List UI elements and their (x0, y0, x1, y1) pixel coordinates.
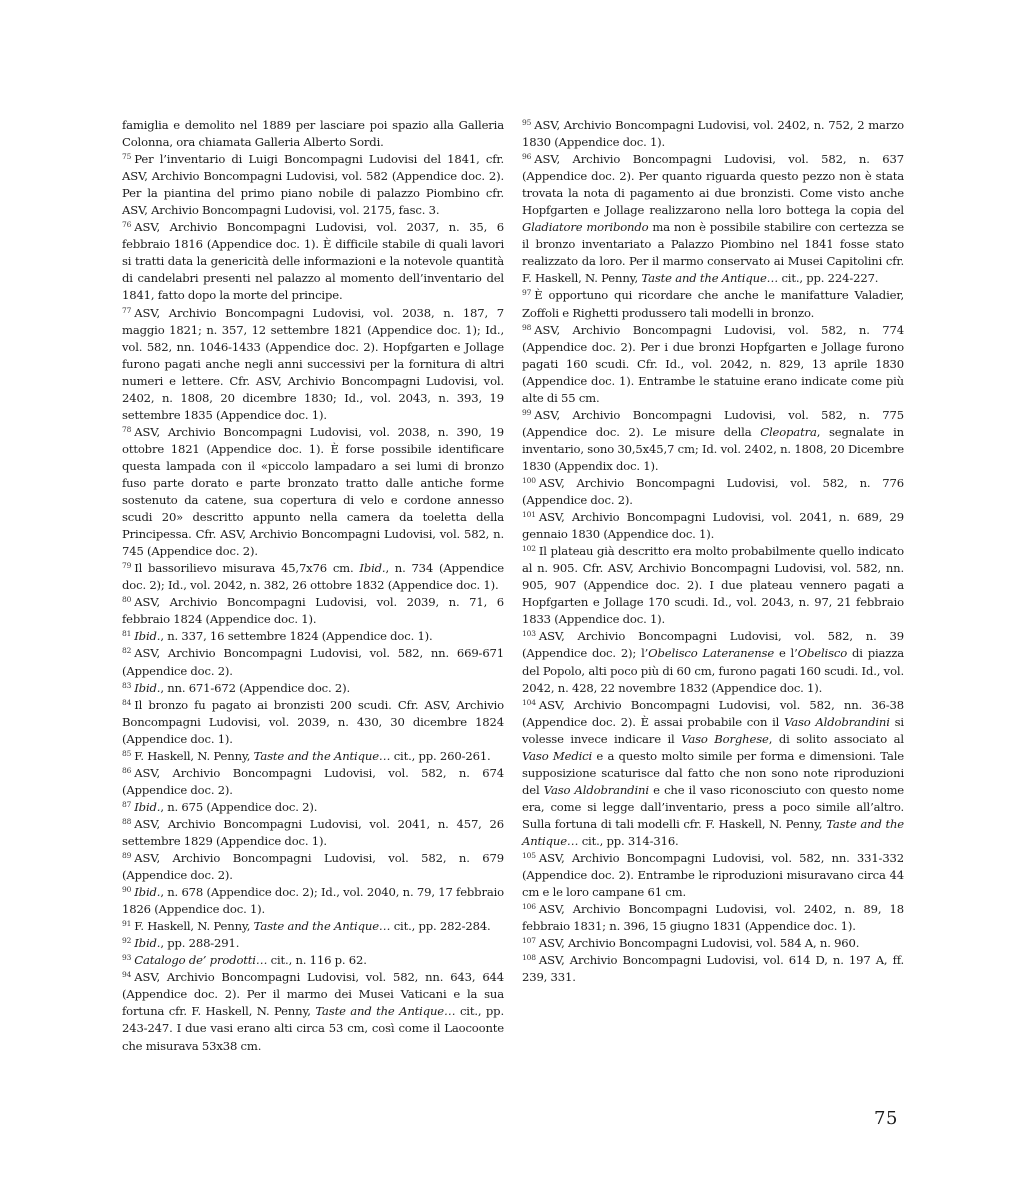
footnote-number: 105 (522, 851, 536, 861)
footnote-text: Ibid., nn. 671-672 (Appendice doc. 2). (134, 680, 351, 695)
footnote-text: F. Haskell, N. Penny, Taste and the Antique… cit., pp. 282-284. (134, 919, 491, 934)
footnote-number: 78 (122, 424, 132, 434)
footnote (122, 219, 504, 304)
footnote (522, 697, 904, 850)
footnote-number: 89 (122, 851, 132, 861)
footnote (122, 560, 504, 594)
footnote (122, 884, 504, 918)
footnote-text: ASV, Archivio Boncompagni Ludovisi, vol. 2402, n. 752, 2 marzo 1830 (Appendice doc. 1). (522, 118, 904, 150)
footnote (522, 117, 904, 151)
footnote-number: 82 (122, 646, 132, 656)
footnote-number: 94 (122, 970, 132, 980)
footnote-text: F. Haskell, N. Penny, Taste and the Antique… cit., pp. 260-261. (134, 748, 491, 763)
footnote-text: Ibid., n. 678 (Appendice doc. 2); Id., vol. 2040, n. 79, 17 febbraio 1826 (Appendice doc. 1). (122, 885, 504, 917)
footnote-text: ASV, Archivio Boncompagni Ludovisi, vol. 614 D, n. 197 A, ff. 239, 331. (522, 953, 904, 985)
footnote-number: 104 (522, 697, 536, 707)
footnote-number: 88 (122, 816, 132, 826)
footnote (122, 628, 504, 645)
footnote (122, 424, 504, 560)
footnote-number: 83 (122, 680, 132, 690)
footnote-text: ASV, Archivio Boncompagni Ludovisi, vol. 2038, n. 187, 7 maggio 1821; n. 357, 12 settembre 1821 (Appendice doc. 1); Id., vol. 582, nn. 1046-1433 (Appendice doc. 2). Hopfgarten e Jollage furono pagati anche negli anni successivi per la fornitura di altri numeri e lettere. Cfr. ASV, Archivio Boncompagni Ludovisi, vol. 2402, n. 1808, 20 dicembre 1830; Id., vol. 2043, n. 393, 19 settembre 1835 (Appendice doc. 1). (122, 305, 504, 422)
footnote-text: ASV, Archivio Boncompagni Ludovisi, vol. 582, nn. 331-332 (Appendice doc. 2). Entrambe le riproduzioni misuravano circa 44 cm e le loro campane 61 cm. (522, 851, 904, 900)
footnote (522, 628, 904, 696)
footnote-text: Ibid., n. 337, 16 settembre 1824 (Appendice doc. 1). (134, 629, 433, 644)
footnote (122, 680, 504, 697)
footnote-number: 84 (122, 697, 132, 707)
footnote-text: Ibid., n. 675 (Appendice doc. 2). (134, 799, 318, 814)
footnote-text: ASV, Archivio Boncompagni Ludovisi, vol. 582, n. 679 (Appendice doc. 2). (122, 851, 504, 883)
footnote-text: ASV, Archivio Boncompagni Ludovisi, vol. 2041, n. 689, 29 gennaio 1830 (Appendice doc. 1). (522, 510, 904, 542)
footnote (522, 509, 904, 543)
footnote (122, 765, 504, 799)
footnote-text: Catalogo de’ prodotti… cit., n. 116 p. 62. (134, 953, 367, 968)
footnote-number: 107 (522, 936, 536, 946)
footnotes-right-column (522, 117, 904, 986)
footnote-text: ASV, Archivio Boncompagni Ludovisi, vol. 582, n. 774 (Appendice doc. 2). Per i due bronzi Hopfgarten e Jollage furono pagati 160 scudi. Cfr. Id., vol. 2042, n. 829, 13 aprile 1830 (Appendice doc. 1). Entrambe le statuine erano indicate come più alte di 55 cm. (522, 322, 904, 405)
footnote-text: ASV, Archivio Boncompagni Ludovisi, vol. 582, nn. 643, 644 (Appendice doc. 2). Per il marmo dei Musei Vaticani e la sua fortuna cfr. F. Haskell, N. Penny, Taste and the Antique… cit., pp. 243-247. I due vasi erano alti circa 53 cm, così come il Laocoonte che misurava 53x38 cm. (122, 970, 504, 1053)
footnote-text: ASV, Archivio Boncompagni Ludovisi, vol. 582, n. 674 (Appendice doc. 2). (122, 765, 504, 797)
footnote-number: 91 (122, 919, 132, 929)
footnote-text: ASV, Archivio Boncompagni Ludovisi, vol. 2039, n. 71, 6 febbraio 1824 (Appendice doc. 1). (122, 595, 504, 627)
footnote (122, 799, 504, 816)
footnote-number: 96 (522, 152, 532, 162)
footnote (122, 151, 504, 219)
footnote (122, 594, 504, 628)
page-number: 75 (874, 1108, 898, 1129)
footnote-number: 92 (122, 936, 132, 946)
footnote-text: È opportuno qui ricordare che anche le manifatture Valadier, Zoffoli e Righetti produssero tali modelli in bronzo. (522, 288, 904, 320)
footnote-text: ASV, Archivio Boncompagni Ludovisi, vol. 582, nn. 36-38 (Appendice doc. 2). È assai probabile con il Vaso Aldobrandini si volesse invece indicare il Vaso Borghese, di solito associato al Vaso Medici e a questo molto simile per forma e dimensioni. Tale supposizione scaturisce dal fatto che non sono note riproduzioni del Vaso Aldobrandini e che il vaso riconosciuto con questo nome era, come si legge dall’inventario, press a poco simile all’altro. Sulla fortuna di tali modelli cfr. F. Haskell, N. Penny, Taste and the Antique… cit., pp. 314-316. (522, 697, 904, 848)
footnote-text: ASV, Archivio Boncompagni Ludovisi, vol. 2402, n. 89, 18 febbraio 1831; n. 396, 15 giugno 1831 (Appendice doc. 1). (522, 902, 904, 934)
footnote-number: 76 (122, 220, 132, 230)
footnote (522, 901, 904, 935)
footnote (522, 151, 904, 287)
footnote-text: ASV, Archivio Boncompagni Ludovisi, vol. 582, n. 637 (Appendice doc. 2). Per quanto riguarda questo pezzo non è stata trovata la nota di pagamento ai due bronzisti. Come visto anche Hopfgarten e Jollage realizzarono nella loro bottega la copia del Gladiatore moribondo ma non è possibile stabilire con certezza se il bronzo inventariato a Palazzo Piombino nel 1841 fosse stato realizzato da loro. Per il marmo conservato ai Musei Capitolini cfr. F. Haskell, N. Penny, Taste and the Antique… cit., pp. 224-227. (522, 152, 904, 286)
footnote (122, 952, 504, 969)
footnote-text: Il plateau già descritto era molto probabilmente quello indicato al n. 905. Cfr. ASV, Archivio Boncompagni Ludovisi, vol. 582, nn. 905, 907 (Appendice doc. 2). I due plateau vennero pagati a Hopfgarten e Jollage 170 scudi. Id., vol. 2043, n. 97, 21 febbraio 1833 (Appendice doc. 1). (522, 544, 904, 627)
footnote-text: ASV, Archivio Boncompagni Ludovisi, vol. 582, n. 775 (Appendice doc. 2). Le misure della Cleopatra, segnalate in inventario, sono 30,5x45,7 cm; Id. vol. 2402, n. 1808, 20 Dicembre 1830 (Appendix doc. 1). (522, 407, 904, 473)
footnote-number: 85 (122, 748, 132, 758)
footnote (122, 117, 504, 151)
footnote-number: 93 (122, 953, 132, 963)
footnote-number: 86 (122, 765, 132, 775)
footnote-text: Per l’inventario di Luigi Boncompagni Ludovisi del 1841, cfr. ASV, Archivio Boncompagni Ludovisi, vol. 582 (Appendice doc. 2). Per la piantina del primo piano nobile di palazzo Piombino cfr. ASV, Archivio Boncompagni Ludovisi, vol. 2175, fasc. 3. (122, 152, 504, 218)
footnote-number: 102 (522, 544, 536, 554)
footnote-text: ASV, Archivio Boncompagni Ludovisi, vol. 2038, n. 390, 19 ottobre 1821 (Appendice doc. 1). È forse possibile identificare questa lampada con il «piccolo lampadaro a sei lumi di bronzo fuso parte dorato e parte bronzato tratto dalle antiche forme sostenuto da catene, sua copertura di velo e cordone annesso scudi 20» descritto appunto nella camera da toeletta della Principessa. Cfr. ASV, Archivio Boncompagni Ludovisi, vol. 582, n. 745 (Appendice doc. 2). (122, 424, 504, 559)
footnote (122, 748, 504, 765)
footnote-text: Il bronzo fu pagato ai bronzisti 200 scudi. Cfr. ASV, Archivio Boncompagni Ludovisi, vol. 2039, n. 430, 30 dicembre 1824 (Appendice doc. 1). (122, 697, 504, 746)
footnote (122, 935, 504, 952)
footnote (122, 697, 504, 748)
footnote-number: 80 (122, 595, 132, 605)
footnote-number: 75 (122, 152, 132, 162)
footnote-text: famiglia e demolito nel 1889 per lasciare poi spazio alla Galleria Colonna, ora chiamata Galleria Alberto Sordi. (122, 118, 504, 150)
footnote-text: ASV, Archivio Boncompagni Ludovisi, vol. 2041, n. 457, 26 settembre 1829 (Appendice doc. 1). (122, 816, 504, 848)
footnote-number: 90 (122, 885, 132, 895)
footnote (522, 322, 904, 407)
footnote-number: 79 (122, 561, 132, 571)
footnote-number: 100 (522, 475, 536, 485)
footnote-text: ASV, Archivio Boncompagni Ludovisi, vol. 582, n. 776 (Appendice doc. 2). (522, 475, 904, 508)
footnote-number: 108 (522, 953, 536, 963)
footnote (122, 645, 504, 679)
footnote-number: 81 (122, 629, 132, 639)
footnote-number: 95 (522, 118, 532, 127)
footnote (522, 850, 904, 901)
footnote-number: 87 (122, 799, 132, 809)
footnote (522, 935, 904, 952)
footnote-text: ASV, Archivio Boncompagni Ludovisi, vol. 584 A, n. 960. (538, 936, 860, 951)
footnote (122, 918, 504, 935)
footnote-number: 77 (122, 305, 132, 315)
footnote-text: ASV, Archivio Boncompagni Ludovisi, vol. 2037, n. 35, 6 febbraio 1816 (Appendice doc. 1). È difficile stabile di quali lavori si tratti data la genericità delle informazioni e la notevole quantità di candelabri presenti nel palazzo al momento dell’inventario del 1841, fatto dopo la morte del principe. (122, 220, 504, 303)
footnote-text: Ibid., pp. 288-291. (134, 936, 240, 951)
footnote-number: 98 (522, 322, 532, 332)
footnote (522, 543, 904, 628)
footnote-number: 97 (522, 288, 532, 298)
footnote-number: 103 (522, 629, 536, 639)
footnote (122, 305, 504, 424)
footnote (122, 969, 504, 1054)
footnote-text: ASV, Archivio Boncompagni Ludovisi, vol. 582, n. 39 (Appendice doc. 2); l’Obelisco Lateranense e l’Obelisco di piazza del Popolo, alti poco più di 60 cm, furono pagati 160 scudi. Id., vol. 2042, n. 428, 22 novembre 1832 (Appendice doc. 1). (522, 629, 904, 695)
footnote-number: 101 (522, 510, 536, 520)
footnote (122, 816, 504, 850)
footnote (522, 952, 904, 986)
footnote-number: 106 (522, 902, 536, 912)
footnote-text: ASV, Archivio Boncompagni Ludovisi, vol. 582, nn. 669-671 (Appendice doc. 2). (122, 646, 504, 678)
footnote (522, 407, 904, 475)
footnote-number: 99 (522, 407, 532, 417)
footnote (522, 475, 904, 509)
footnote (522, 287, 904, 321)
footnote (122, 850, 504, 884)
footnotes-left-column (122, 117, 504, 1055)
footnote-text: Il bassorilievo misurava 45,7x76 cm. Ibid., n. 734 (Appendice doc. 2); Id., vol. 2042, n. 382, 26 ottobre 1832 (Appendice doc. 1). (122, 561, 505, 593)
